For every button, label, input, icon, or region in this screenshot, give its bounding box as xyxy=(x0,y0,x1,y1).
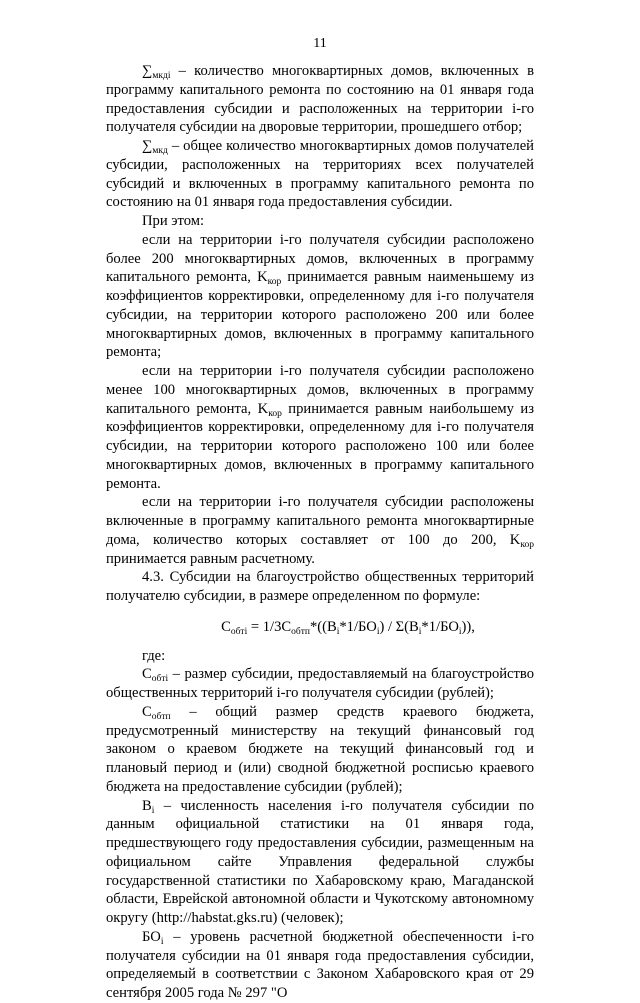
subscript: обтi xyxy=(230,626,248,637)
formula xyxy=(106,618,534,637)
paragraph-100-200 xyxy=(106,493,534,568)
subscript: обтi xyxy=(151,674,169,685)
paragraph-text: – общий размер средств краевого бюджета, предусмотренный министерству на текущий финансовый год законом о краевом бюджете на текущий финансовый год и плановый период и (или) сводной бюджетной росписью краевого бюджета на предоставление субсидии (рублей); xyxy=(106,703,534,795)
subscript: кор xyxy=(268,408,282,419)
sum-symbol: ∑ xyxy=(142,138,153,154)
paragraph-4-3: 4.3. Субсидии на благоустройство общественных территорий получателю субсидии, в размере определенном по формуле: xyxy=(106,569,534,604)
formula-part: *((B xyxy=(309,618,337,635)
paragraph-pri-etom: При этом: xyxy=(142,213,205,229)
paragraph-text: C xyxy=(142,666,152,683)
paragraph-sum-mkd xyxy=(106,137,534,212)
paragraph-text: принимается равным расчетному. xyxy=(106,550,315,567)
paragraph-text: – размер субсидии, предоставляемый на благоустройство общественных территорий i-го получателя субсидии (рублей); xyxy=(106,666,534,701)
formula-part: C xyxy=(221,618,231,635)
page-number: 11 xyxy=(313,36,327,51)
paragraph-text: – общее количество многоквартирных домов получателей субсидии, расположенных на территориях всех получателей субсидий и включенных в программу капитального ремонта по состоянию на 01 января года предоставления субсидии. xyxy=(106,138,534,211)
formula-part: )), xyxy=(461,618,475,635)
subscript: i xyxy=(336,626,340,637)
formula-part: ) / Σ(B xyxy=(379,618,419,635)
paragraph-text: если на территории i-го получателя субсидии расположены включенные в программу капитального ремонта многоквартирные дома, количество которых составляет от 100 до 200, K xyxy=(106,494,534,548)
paragraph-text: если на территории i-го получателя субсидии расположено менее 100 многоквартирных домов, включенных в программу капитального ремонта, K xyxy=(106,363,534,417)
formula-part: = 1/3C xyxy=(247,618,292,635)
subscript: обтп xyxy=(291,626,310,637)
paragraph-b-i xyxy=(106,797,534,928)
paragraph-sum-mkdi xyxy=(106,62,534,137)
subscript: i xyxy=(376,626,380,637)
paragraph-c-obtp xyxy=(106,703,534,797)
formula-part: *1/БО xyxy=(421,618,459,635)
paragraph-more-200 xyxy=(106,231,534,362)
document-body xyxy=(106,62,534,1003)
sum-symbol: ∑ xyxy=(142,63,153,79)
paragraph-c-obti xyxy=(106,665,534,703)
subscript: кор xyxy=(267,277,282,288)
paragraph-text: – уровень расчетной бюджетной обеспеченности i-го получателя субсидии на 01 января года предоставления субсидии, определяемый в соответствии с Законом Хабаровского края от 29 сентября 2005 года № 297 "О xyxy=(106,928,534,1001)
subscript: i xyxy=(151,805,155,816)
paragraph-less-100 xyxy=(106,362,534,493)
subscript: i xyxy=(418,626,422,637)
paragraph-text: если на территории i-го получателя субсидии расположено более 200 многоквартирных домов, включенных в программу капитального ремонта, K xyxy=(106,231,534,286)
paragraph-text: C xyxy=(142,703,152,720)
paragraph-text: – численность населения i-го получателя субсидии по данным официальной статистики на 01 января года, предшествующего году предоставления субсидии, размещенным на официальном сайте Управления федеральной службы государственной статистики по Хабаровскому краю, Магаданской области, Еврейской автономной области и Чукотскому автономному округу (http://habstat.gks.ru) (человек); xyxy=(106,797,534,926)
paragraph-text: B xyxy=(142,797,152,814)
subscript: обтп xyxy=(151,711,171,722)
paragraph-text: БО xyxy=(142,928,161,945)
paragraph-text: – количество многоквартирных домов, включенных в программу капитального ремонта по состоянию на 01 января года предоставления субсидии и расположенных на территории i-го получателя субсидии на дворовые территории, прошедшего отбор; xyxy=(106,63,534,136)
paragraph-text: принимается равным наибольшему из коэффициентов корректировки, определенному для i-го получателя субсидии, на территории которого расположено 100 или более многоквартирных домов, включенных в программу капитального ремонта. xyxy=(106,400,534,492)
paragraph-gde: где: xyxy=(142,647,166,664)
paragraph-text: принимается равным наименьшему из коэффициентов корректировки, определенному для i-го получателя субсидии, на территории которого расположено 200 или более многоквартирных домов, включенных в программу капитального ремонта; xyxy=(106,269,534,361)
subscript: мкд xyxy=(152,146,168,156)
subscript: кор xyxy=(520,539,534,550)
subscript: мкді xyxy=(152,71,171,81)
subscript: i xyxy=(458,626,462,637)
paragraph-bo-i xyxy=(106,928,534,1003)
subscript: i xyxy=(160,936,164,947)
formula-part: *1/БО xyxy=(339,618,377,635)
